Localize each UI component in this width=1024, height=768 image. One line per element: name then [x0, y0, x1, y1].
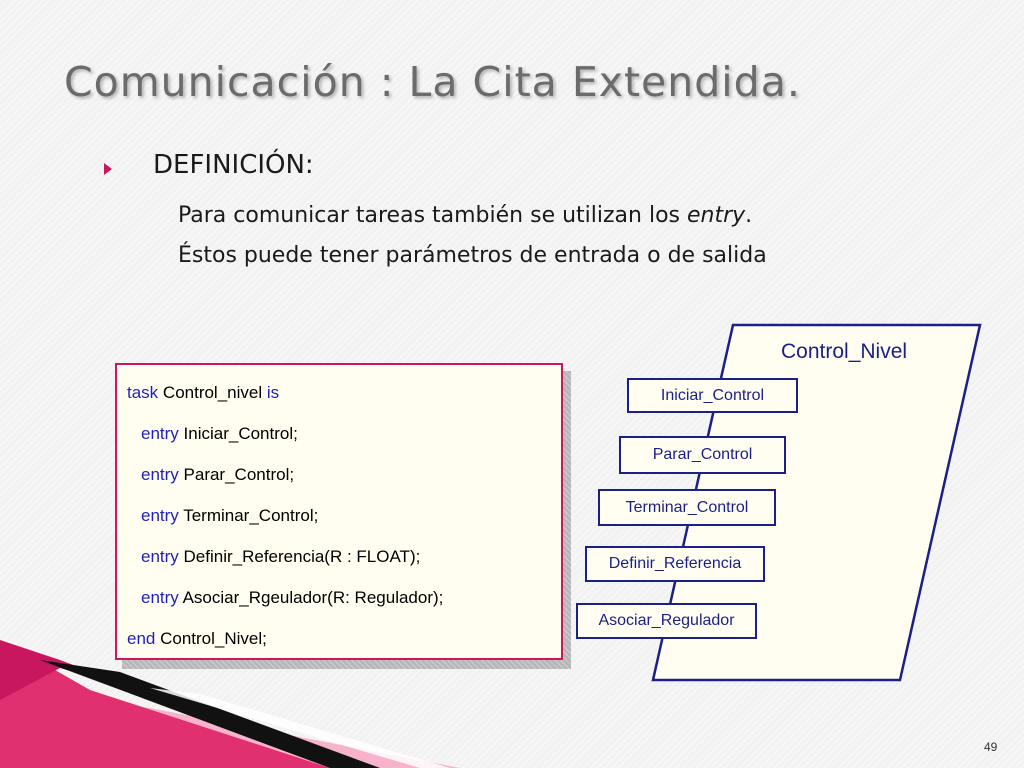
- code-text: Terminar_Control;: [178, 506, 319, 525]
- bullet-heading: DEFINICIÓN:: [153, 150, 314, 180]
- entry-box-parar-control: Parar_Control: [619, 436, 786, 474]
- code-text: Control_nivel: [158, 383, 267, 402]
- body-line-2: Éstos puede tener parámetros de entrada o de salida: [178, 243, 767, 268]
- code-keyword: end: [127, 629, 156, 648]
- code-text: Definir_Referencia(R : FLOAT);: [178, 547, 421, 566]
- code-text: Asociar_Rgeulador(R: Regulador);: [178, 588, 444, 607]
- code-keyword: task: [127, 383, 159, 402]
- entry-box-terminar-control: Terminar_Control: [598, 489, 776, 526]
- page-number: 49: [984, 740, 998, 754]
- code-text: Iniciar_Control;: [178, 424, 298, 443]
- code-keyword: entry: [141, 506, 179, 525]
- entry-box-iniciar-control: Iniciar_Control: [627, 378, 798, 413]
- code-keyword: entry: [141, 588, 179, 607]
- task-name-label: Control_Nivel: [781, 340, 908, 363]
- entry-box-definir-referencia: Definir_Referencia: [585, 546, 765, 582]
- slide-title: Comunicación : La Cita Extendida.: [64, 58, 801, 106]
- code-keyword: entry: [141, 424, 179, 443]
- body-line-1-italic: entry: [687, 203, 746, 228]
- entry-box-asociar-regulador: Asociar_Regulador: [576, 603, 757, 639]
- code-keyword: entry: [141, 547, 179, 566]
- body-line-1-end: .: [745, 203, 753, 228]
- code-text: Parar_Control;: [178, 465, 295, 484]
- body-line-1-text: Para comunicar tareas también se utilizan los: [178, 203, 687, 228]
- code-text: Control_Nivel;: [155, 629, 267, 648]
- code-keyword: is: [266, 383, 280, 402]
- code-keyword: entry: [141, 465, 179, 484]
